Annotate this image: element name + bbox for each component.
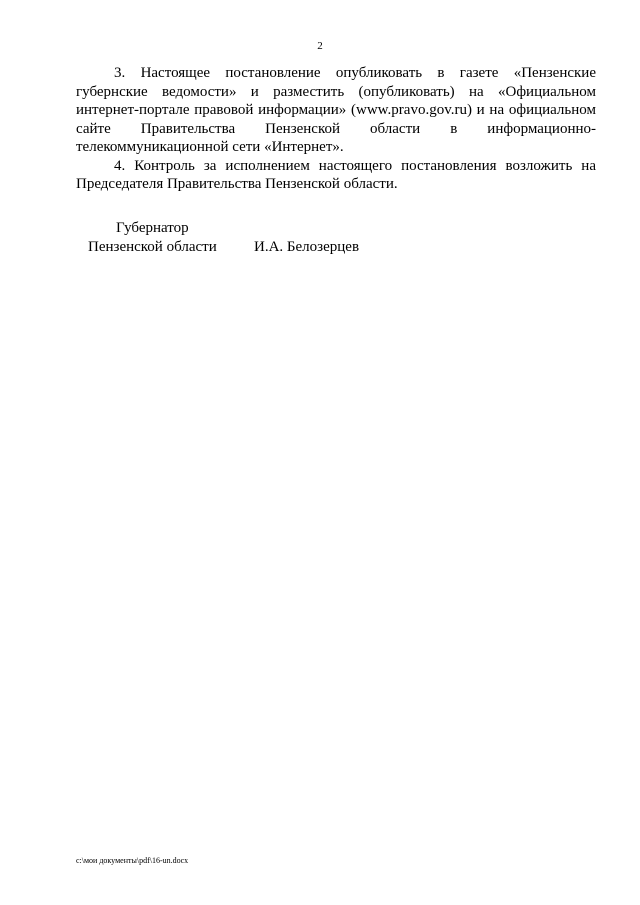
page-number: 2 xyxy=(317,40,323,52)
signatory-title-line1: Губернатор xyxy=(116,220,189,236)
footer-file-path: c:\мои документы\pdf\16-un.docx xyxy=(76,856,189,865)
paragraph-control: 4. Контроль за исполнением настоящего постановления возложить на Председателя Правительства Пензенской области. xyxy=(76,157,596,192)
document-body xyxy=(76,64,596,194)
signatory-title-line2: Пензенской области xyxy=(88,239,217,255)
signatory-name: И.А. Белозерцев xyxy=(254,239,360,255)
paragraph-publication: 3. Настоящее постановление опубликовать в газете «Пензенские губернские ведомости» и разместить (опубликовать) на «Официальном интернет-портале правовой информации» (www.pravo.gov.ru) и на официальном сайте Правительства Пензенской области в информационно-телекоммуникационной сети «Интернет». xyxy=(76,65,596,155)
